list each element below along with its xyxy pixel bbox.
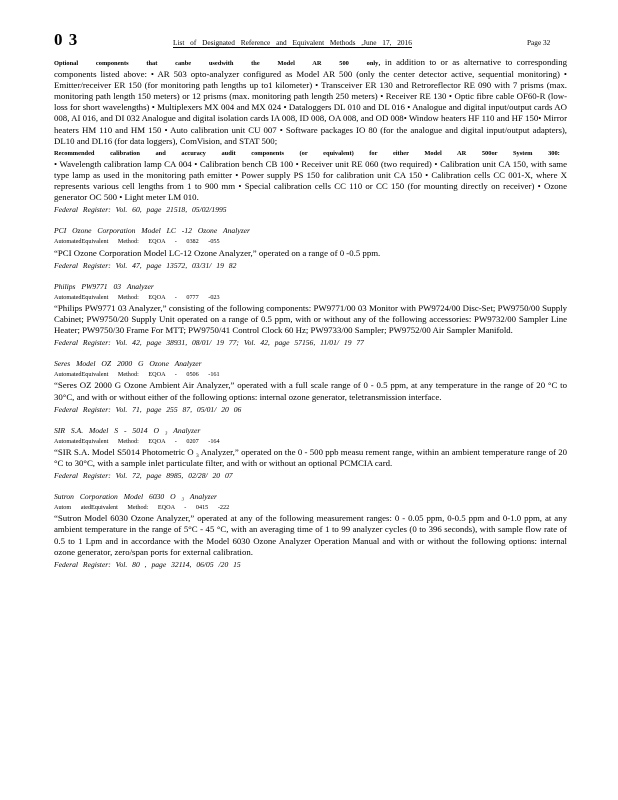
document-body: [54, 57, 567, 580]
recommended-components-lead: Recommended calibration and accuracy audit components (or equivalent) for either Model AR 500or System 300:: [54, 149, 560, 157]
entry-title: PCI Ozone Corporation Model LC -12 Ozone Analyzer: [54, 226, 250, 236]
federal-register-citation: Federal Register: Vol. 42, page 38931, 08/01/ 19 77; Vol. 42, page 57156, 11/01/ 19 77: [54, 338, 364, 348]
method-entry: [54, 425, 567, 481]
header-title: List of Designated Reference and Equivalent Methods ,June 17, 2016: [173, 38, 412, 47]
header-page-number: Page 32: [527, 38, 551, 47]
entry-description: “Seres OZ 2000 G Ozone Ambient Air Analyzer,” operated with a full scale range of 0 - 0.5 ppm, at any temperature in the range of 20 °C to 30°C, and with or without either of the following options: internal ozone generator, teletransmission interface.: [54, 380, 567, 402]
recommended-components-text: • Wavelength calibration lamp CA 004 • Calibration bench CB 100 • Receiver unit RE 060 (two required) • Calibration unit CA 150, with same type lamp as used in the monitoring path emitter • Power supply PS 150 for calibration unit CA 150 • Calibration cells CC 001-X, where X represents various cell lengths from 1 to 900 mm • Special calibration cells CC 110 or CC 150 (for mounting directly on receiver) • Ozone generator OC 500 • Light meter LM 010.: [54, 158, 567, 203]
entry-title: SIR S.A. Model S - 5014 O ₃ Analyzer: [54, 425, 201, 435]
header-page-code: 0 3: [54, 30, 79, 49]
intro-paragraph: [54, 57, 567, 203]
entry-title: Seres Model OZ 2000 G Ozone Analyzer: [54, 359, 202, 369]
method-designation: AutomatedEquivalent Method: EQOA - 0777 -023: [54, 293, 220, 301]
federal-register-citation: Federal Register: Vol. 47, page 13572, 03/31/ 19 82: [54, 260, 237, 270]
entry-description: “Philips PW9771 03 Analyzer,” consisting of the following components: PW9771/00 03 Monitor with PW9724/00 Disc-Set; PW9750/00 Supply Cabinet; PW9750/20 Supply Unit operated on a range of 0.5 ppm, with or without any of the following accessories: PW9732/00 Sampler Line Heater; PW9750/30 Frame For MTT; PW9750/41 Control Clock 60 Hz; PW9733/00 Sampler; PW9752/00 Air Sampler Manifold.: [54, 302, 567, 336]
entry-description: “Sutron Model 6030 Ozone Analyzer,” operated at any of the following measurement ranges: 0 - 0.05 ppm, 0-0.5 ppm and 0-1.0 ppm, at any ambient temperature in the range of 5°C - 45 °C, with an averaging time of 1 to 99 analyzer cycles (0 to 396 seconds), with sample flow rate of 0.5 to 1 Lpm and in accordance with the Model 6030 Ozone Analyzer Operation Manual and with or without the following options: internal ozone generator, zero/span ports for external calibration.: [54, 513, 567, 557]
federal-register-citation: Federal Register: Vol. 80 , page 32114, 06/05 /20 15: [54, 559, 241, 569]
optional-components-text: , in addition to or as alternative to corresponding components listed above: • AR 503 opto-analyzer configured as Model AR 500 (only the center detector active, sequential monitoring) • Emitter/receiver ER 150 (for monitoring path lengths up to1 kilometer) • Transceiver ER 130 and Retroreflector RE 090 with 7 prisms (max. monitoring path length 150 meters) or 12 prisms (max. monitoring path length 250 meters) • Receiver RE 130 • Optic fibre cable OF60-R (low-loss for short wavelengths) • Multiplexers MX 004 and MX 024 • Dataloggers DL 010 and DL 016 • Analogue and digital input/output cards AO 008, AI 016, and DI 032 Analogue and digital isolation cards IA 008, ID 008, OA 008, and OD 008• Window heaters HF 110 and HF 150• Mirror heaters HM 110 and HM 150 • Auto calibration unit CU 007 • Software packages IO 80 (for the analogue and digital input/output adapters), DL10 and DL16 (for data loggers), ComVision, and STAT 500;: [54, 57, 567, 146]
entry-title: Sutron Corporation Model 6030 O ₃ Analyzer: [54, 492, 217, 502]
entry-title: Philips PW9771 03 Analyzer: [54, 281, 154, 291]
method-entry: [54, 491, 567, 570]
method-designation: AutomatedEquivalent Method: EQOA - 0506 -161: [54, 371, 220, 379]
method-entry: [54, 358, 567, 414]
optional-components-lead: Optional components that canbe usedwith the Model AR 500 only: [54, 60, 379, 67]
method-designation: AutomatedEquivalent Method: EQOA - 0382 -055: [54, 238, 220, 246]
federal-register-citation: Federal Register: Vol. 71, page 255 87, 05/01/ 20 06: [54, 404, 242, 414]
method-entry: [54, 225, 567, 270]
method-designation: AutomatedEquivalent Method: EQOA - 0207 -164: [54, 437, 220, 445]
entry-description: “SIR S.A. Model S5014 Photometric O ₃ Analyzer,” operated on the 0 - 500 ppb measu rement range, within an ambient temperature range of 20 °C to 30°C, with a sample inlet particulate filter, and with or without an optional PCMCIA card.: [54, 446, 567, 468]
method-entry: [54, 281, 567, 349]
federal-register-citation: Federal Register: Vol. 72, page 8985, 02/28/ 20 07: [54, 471, 233, 481]
federal-register-citation: Federal Register: Vol. 60, page 21518, 05/02/1995: [54, 205, 227, 215]
entry-description: “PCI Ozone Corporation Model LC-12 Ozone Analyzer,” operated on a range of 0 -0.5 ppm.: [54, 247, 381, 258]
intro-entry: [54, 57, 567, 215]
method-designation: Autom atedEquivalent Method: EQOA - 0415 -222: [54, 504, 230, 512]
